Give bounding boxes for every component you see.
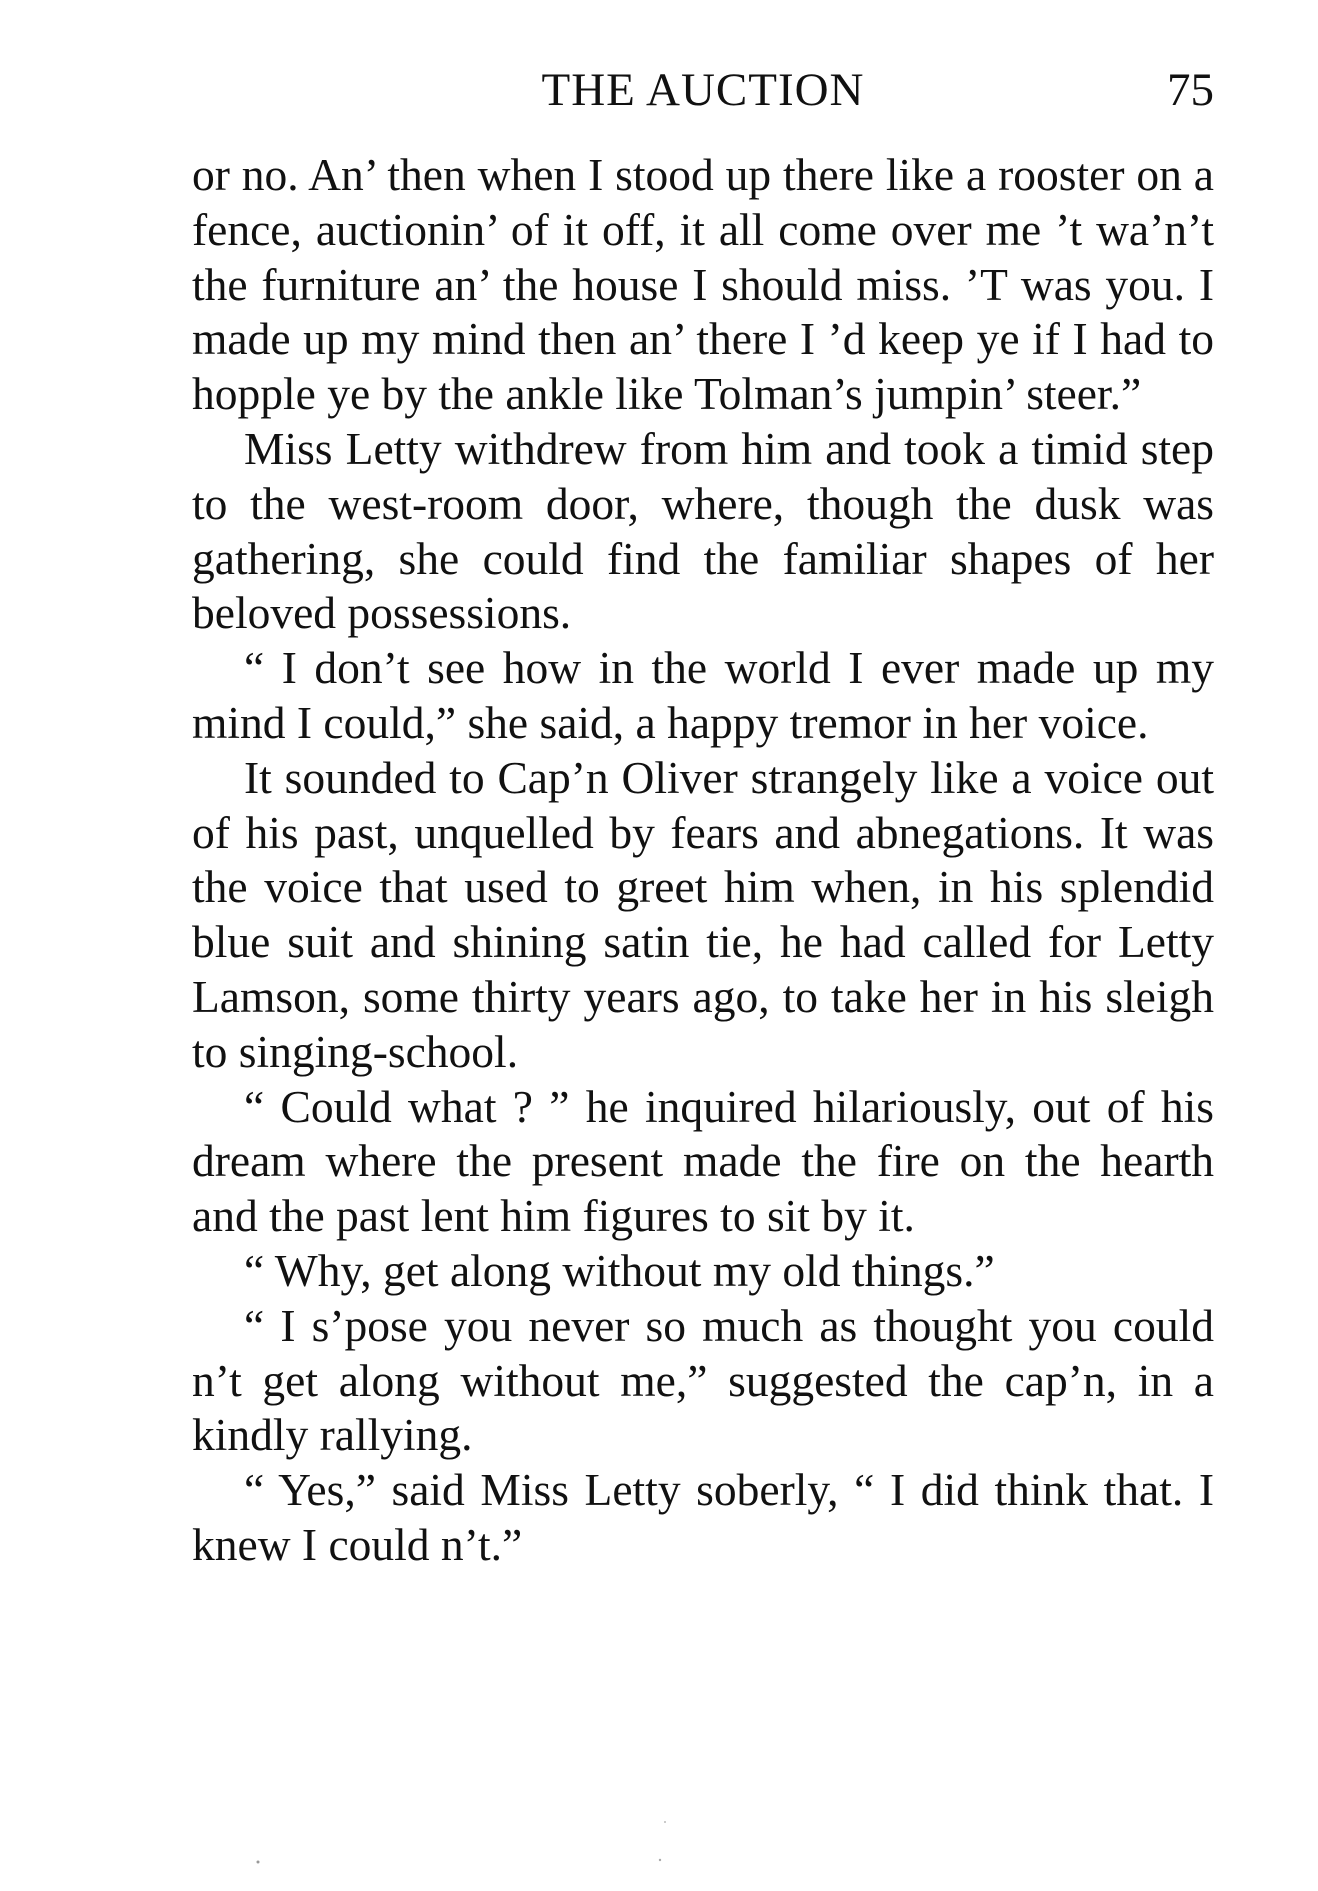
page-number: 75: [1167, 64, 1214, 116]
scan-speck: [664, 1821, 666, 1823]
paragraph-1: or no. An’ then when I stood up there like a rooster on a fence, auctionin’ of it off, it all come over me ’t wa’n’t the furniture an’ the house I should miss. ’T was you. I made up my mind then an’ there I ’d keep ye if I had to hopple ye by the ankle like Tolman’s jumpin’ steer.”: [192, 149, 1214, 420]
scan-speck: [659, 1859, 661, 1861]
scan-speck: [257, 1861, 260, 1864]
running-title: THE AUCTION: [541, 64, 865, 116]
paragraph-4: It sounded to Cap’n Oliver strangely like a voice out of his past, unquelled by fears and abnegations. It was the voice that used to greet him when, in his splendid blue suit and shining satin tie, he had called for Letty Lamson, some thirty years ago, to take her in his sleigh to singing-school.: [192, 751, 1214, 1077]
paragraph-5: “ Could what ? ” he inquired hilariously, out of his dream where the present made the fire on the hearth and the past lent him figures to sit by it.: [192, 1080, 1214, 1242]
paragraph-8: “ Yes,” said Miss Letty soberly, “ I did think that. I knew I could n’t.”: [192, 1464, 1214, 1570]
paragraph-6: “ Why, get along without my old things.”: [244, 1244, 995, 1296]
paragraph-7: “ I s’pose you never so much as thought you could n’t get along without me,” suggested the cap’n, in a kindly rallying.: [192, 1299, 1214, 1461]
paragraph-3: “ I don’t see how in the world I ever made up my mind I could,” she said, a happy tremor in her voice.: [192, 642, 1214, 748]
paragraph-2: Miss Letty withdrew from him and took a timid step to the west-room door, where, though the dusk was gathering, she could find the familiar shapes of her beloved possessions.: [192, 422, 1214, 639]
